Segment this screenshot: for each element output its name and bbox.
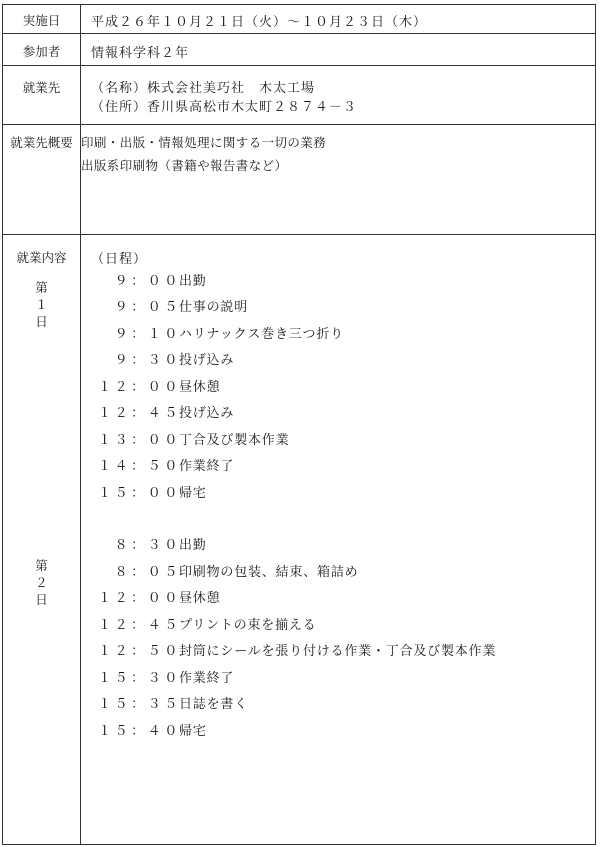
participant-row (3, 34, 595, 66)
day-2-time-3: １２：００ (97, 591, 181, 606)
day-1-time-2: ９：０５ (114, 300, 181, 315)
day-2-marker (3, 557, 80, 608)
schedule: （日程） ９：００ 出勤 ９：０５ 仕事の説明 ９：１０ ハリナックス巻き三つ折り ９：３０ 投げ込み １２：００ 昼休憩 １２：４５ 投げ込み １３：００ 丁合及び製本作業 １４：５０ 作業終了 １５：００ 帰宅 ８：３０ 出勤 ８：０５ 印刷物の包装、結束、箱詰め １２：００ 昼休憩 １２：４５ プリントの束を揃える １２：５０ 封筒にシールを張り付ける作業・丁合及び製本作業 １５：３０ 作業終了 １５：３５ 日誌を書く １５：４０ 帰宅 (81, 235, 595, 846)
workplace-label: 就業先 (22, 80, 61, 95)
day-2-time-1: ８：３０ (114, 538, 181, 553)
overview-row (3, 125, 595, 235)
day-1-time-3: ９：１０ (114, 327, 181, 342)
report-form-table (2, 4, 596, 845)
day-1-time-1: ９：００ (114, 274, 181, 289)
day-2-time-8: １５：４０ (97, 724, 181, 739)
day-1-time-9: １５：００ (97, 486, 181, 501)
workplace-row (3, 66, 595, 125)
day-1-char-2: １ (35, 297, 48, 312)
content-row (3, 235, 595, 846)
participant-value: 情報科学科２年 (91, 46, 190, 61)
workplace-name: （名称）株式会社美巧社 木太工場 (91, 81, 316, 96)
content-label: 就業内容 (16, 250, 67, 265)
participant-label: 参加者 (22, 44, 61, 59)
date-label: 実施日 (22, 13, 61, 28)
day-1-time-8: １４：５０ (97, 459, 181, 474)
day-1-time-6: １２：４５ (97, 406, 181, 421)
date-row (3, 5, 595, 34)
day-1-char-3: 日 (35, 314, 48, 329)
overview-line-1: 印刷・出版・情報処理に関する一切の業務 (81, 135, 327, 150)
day-2-time-5: １２：５０ (97, 644, 181, 659)
day-1-marker (3, 279, 80, 330)
overview-label: 就業先概要 (10, 135, 73, 150)
day-2-char-2: ２ (35, 575, 48, 590)
day-2-char-1: 第 (35, 558, 48, 573)
day-2-char-3: 日 (35, 592, 48, 607)
day-1-time-5: １２：００ (97, 380, 181, 395)
overview-line-2: 出版系印刷物（書籍や報告書など） (81, 158, 288, 173)
date-value: 平成２６年１０月２１日（火）～１０月２３日（木） (91, 15, 428, 30)
day-2-time-4: １２：４５ (97, 618, 181, 633)
day-2-time-6: １５：３０ (97, 671, 181, 686)
day-2-time-7: １５：３５ (97, 697, 181, 712)
workplace-address: （住所）香川県高松市木太町２８７４－３ (91, 100, 358, 115)
day-1-char-1: 第 (35, 280, 48, 295)
day-2-time-2: ８：０５ (114, 565, 181, 580)
schedule-heading: （日程） (91, 252, 148, 267)
day-1-time-7: １３：００ (97, 433, 181, 448)
day-1-time-4: ９：３０ (114, 353, 181, 368)
